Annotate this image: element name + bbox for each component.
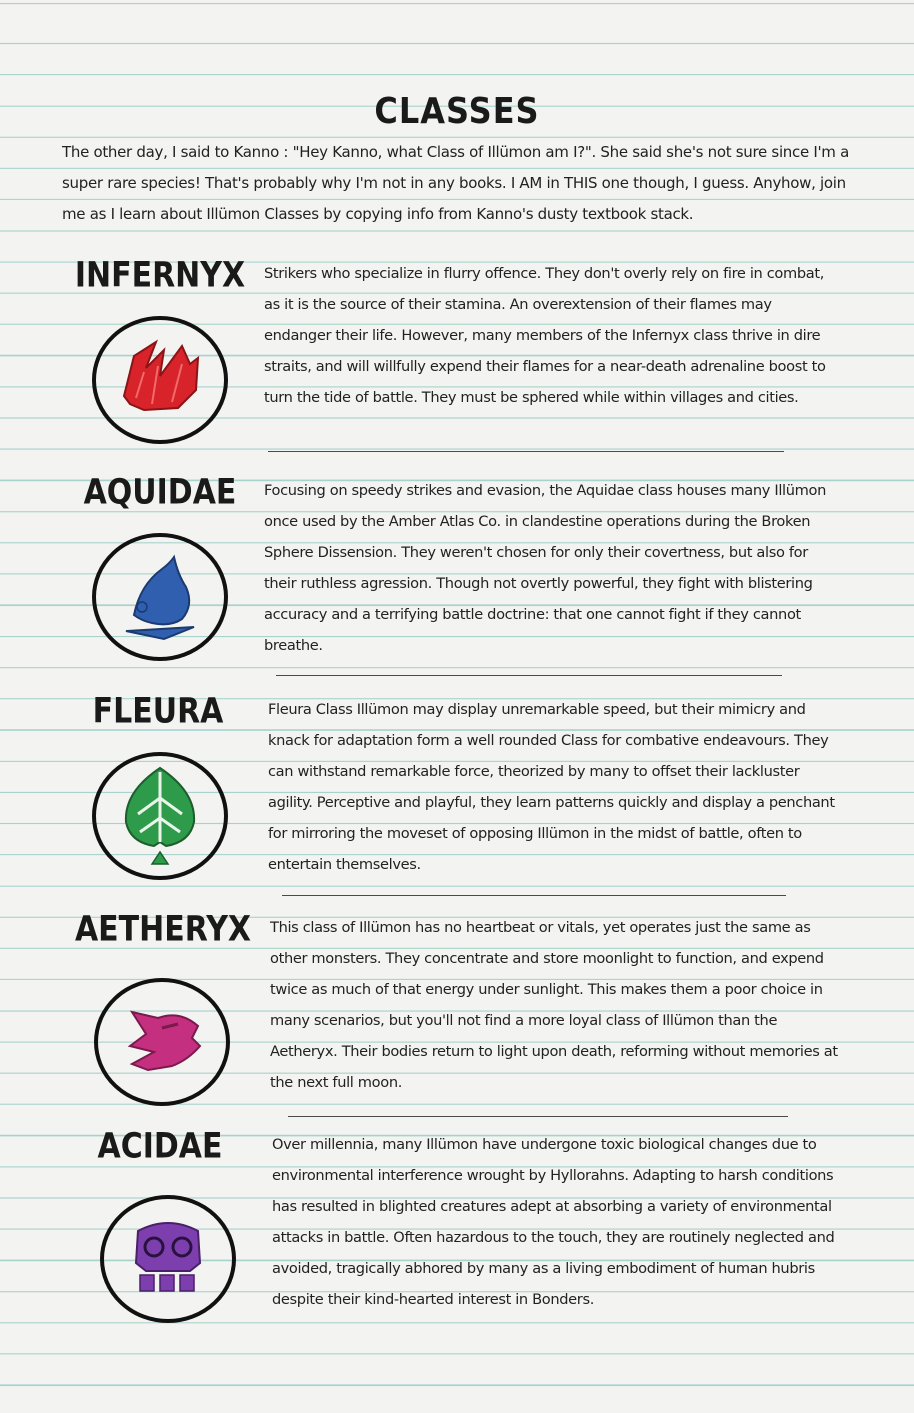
water-drop-icon — [86, 523, 234, 671]
ghost-wisp-icon — [88, 968, 236, 1116]
class-description-fleura: Fleura Class Illümon may display unremarkable speed, but their mimicry and knack for adaptation form a well rounded Class for combative endeavours. They can withstand remarkable force, theorized by many to offset their lackluster agility. Perceptive and playful, they learn patterns quickly and display a penchant for mirroring the moveset of opposing Illümon in the midst of battle, often to entertain themselves. — [268, 701, 835, 873]
class-description-aetheryx: This class of Illümon has no heartbeat or vitals, yet operates just the same as other monsters. They concentrate and store moonlight to function, and expend twice as much of that energy under sunlight. This makes them a poor choice in many scenarios, but you'll not find a more loyal class of Illümon than the Aetheryx. Their bodies return to light upon death, reforming without memories at the next full moon. — [270, 919, 838, 1091]
class-section-fleura — [0, 691, 914, 894]
class-name-infernyx: INFERNYX — [74, 255, 246, 296]
skull-icon — [94, 1185, 242, 1333]
divider — [282, 895, 786, 896]
divider — [288, 1116, 788, 1117]
class-description-aquidae: Focusing on speedy strikes and evasion, the Aquidae class houses many Illümon once used by the Amber Atlas Co. in clandestine operations during the Broken Sphere Dissension. They weren't chosen for only their covertness, but also for their ruthless agression. Though not overtly powerful, they fight with blistering accuracy and a terrifying battle doctrine: that one cannot fight if they cannot breathe. — [264, 482, 826, 654]
class-description-infernyx: Strikers who specialize in flurry offence. They don't overly rely on fire in combat, as it is the source of their stamina. An overextension of their flames may endanger their life. However, many members of the Infernyx class thrive in dire straits, and will willfully expend their flames for a near-death adrenaline boost to turn the tide of battle. They must be sphered while within villages and cities. — [264, 265, 826, 406]
class-section-aquidae — [0, 472, 914, 675]
class-section-infernyx — [0, 255, 914, 458]
class-name-fleura: FLEURA — [92, 691, 224, 732]
intro-paragraph: The other day, I said to Kanno : "Hey Kanno, what Class of Illümon am I?". She said she's not sure since I'm a super rare species! That's probably why I'm not in any books. I AM in THIS one though, I guess. Anyhow, join me as I learn about Illümon Classes by copying info from Kanno's dusty textbook stack. — [62, 143, 849, 223]
leaf-icon — [86, 742, 234, 890]
class-section-acidae — [0, 1126, 914, 1329]
divider — [276, 675, 782, 676]
class-description-acidae: Over millennia, many Illümon have undergone toxic biological changes due to environmental interference wrought by Hyllorahns. Adapting to harsh conditions has resulted in blighted creatures adept at absorbing a variety of environmental attacks in battle. Often hazardous to the touch, they are routinely neglected and avoided, tragically abhored by many as a living embodiment of human hubris despite their kind-hearted interest in Bonders. — [272, 1136, 835, 1308]
class-name-aetheryx: AETHERYX — [74, 909, 252, 950]
flame-icon — [86, 306, 234, 454]
class-name-acidae: ACIDAE — [97, 1126, 223, 1167]
class-section-aetheryx — [0, 909, 914, 1112]
divider — [268, 451, 784, 452]
class-name-aquidae: AQUIDAE — [83, 472, 237, 513]
page-title: CLASSES — [374, 90, 540, 132]
